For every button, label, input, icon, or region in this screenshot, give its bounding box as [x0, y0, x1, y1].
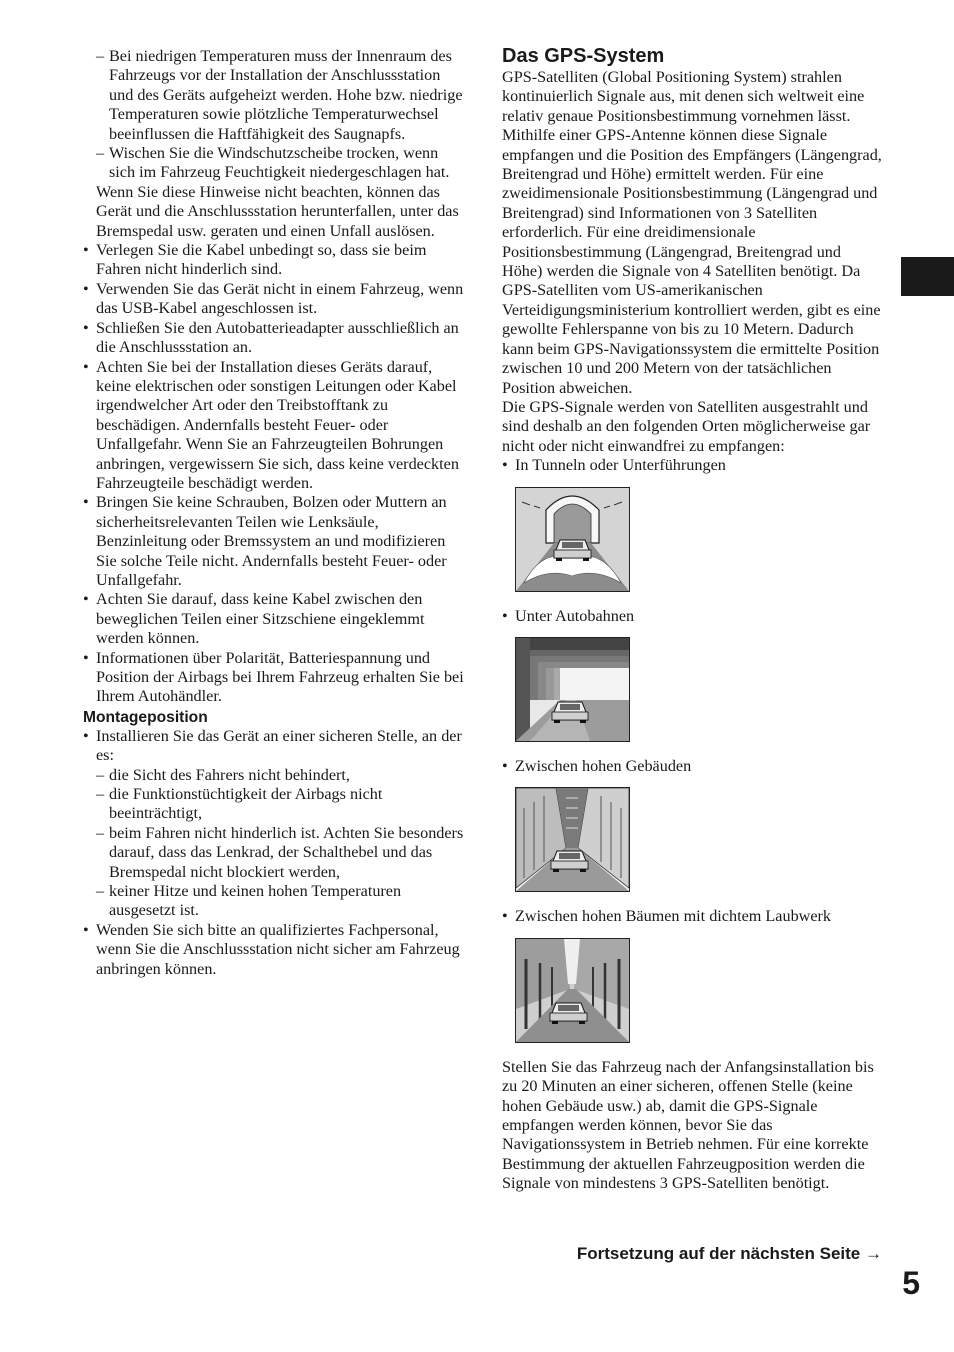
bullet-item: • Wenden Sie sich bitte an qualifiziertes Fachpersonal, wenn Sie die Anschlussstation nicht sicher am Fahrzeug anbringen können.	[83, 921, 465, 979]
dash-item: – beim Fahren nicht hinderlich ist. Achten Sie besonders darauf, dass das Lenkrad, der Schalthebel und das Bremspedal nicht blockiert werden,	[83, 824, 465, 882]
warning-note: Wenn Sie diese Hinweise nicht beachten, können das Gerät und die Anschlussstation herunterfallen, unter das Bremspedal usw. geraten und einen Unfall auslösen.	[96, 182, 459, 240]
location-item-trees: • Zwischen hohen Bäumen mit dichtem Laubwerk	[502, 907, 884, 926]
arrow-right-icon: →	[865, 1244, 882, 1263]
dash-item: – Bei niedrigen Temperaturen muss der Innenraum des Fahrzeugs vor der Installation der Anschlussstation und des Geräts aufgeheizt werden. Hohe bzw. niedrige Temperaturen sowie plötzliche Temperaturwechsel beeinflussen die Haftfähigkeit des Saugnapfs.	[83, 47, 465, 144]
dash-item: – Wischen Sie die Windschutzscheibe trocken, wenn sich im Fahrzeug Feuchtigkeit niedergeschlagen hat.	[83, 144, 465, 183]
installation-paragraph: Stellen Sie das Fahrzeug nach der Anfangsinstallation bis zu 20 Minuten an einer sicheren, offenen Stelle (keine hohen Gebäude usw.) ab, damit die GPS-Signale empfangen werden können, bevor Sie das Navigationssystem in Betrieb nehmen. Für eine korrekte Bestimmung der aktuellen Fahrzeugposition werden die Signale von mindestens 3 GPS-Satelliten benötigt.	[502, 1057, 874, 1193]
dash-item: – die Funktionstüchtigkeit der Airbags nicht beeinträchtigt,	[83, 785, 465, 824]
right-column	[502, 47, 884, 1194]
continue-note	[577, 1244, 882, 1263]
section-heading-gps: Das GPS-System	[502, 45, 665, 67]
buildings-illustration	[515, 787, 630, 892]
bullet-item: • Installieren Sie das Gerät an einer sicheren Stelle, an der es:	[83, 727, 465, 766]
gps-intro-paragraph: GPS-Satelliten (Global Positioning System) strahlen kontinuierlich Signale aus, mit denen sich weltweit eine relativ genaue Positionsbestimmung vornehmen lässt. Mithilfe einer GPS-Antenne können diese Signale empfangen und die Position des Empfängers (Längengrad, Breitengrad und Höhe) ermittelt werden. Für eine zweidimensionale Positionsbestimmung (Längengrad und Breitengrad) sind Informationen von 3 Satelliten erforderlich. Für eine dreidimensionale Positionsbestimmung (Längengrad, Breitengrad und Höhe) werden die Signale von 4 Satelliten benötigt. Da GPS-Satelliten vom US-amerikanischen Verteidigungsministerium kontrolliert werden, gibt es eine gewollte Fehlerspanne von bis zu 10 Metern. Dadurch kann beim GPS-Navigationssystem die ermittelte Position zwischen 10 und 200 Metern von der tatsächlichen Position abweichen.	[502, 68, 882, 397]
trees-illustration	[515, 938, 630, 1043]
bullet-item: • Schließen Sie den Autobatterieadapter ausschließlich an die Anschlussstation an.	[83, 319, 465, 358]
bullet-item: • Verwenden Sie das Gerät nicht in einem Fahrzeug, wenn das USB-Kabel angeschlossen ist.	[83, 280, 465, 319]
location-item-tunnel: • In Tunneln oder Unterführungen	[502, 456, 884, 475]
bullet-item: • Bringen Sie keine Schrauben, Bolzen oder Muttern an sicherheitsrelevanten Teilen wie Lenksäule, Benzinleitung oder Bremssystem an und modifizieren Sie solche Teile nicht. Andernfalls besteht Feuer- oder Unfallgefahr.	[83, 493, 465, 590]
dash-item: – keiner Hitze und keinen hohen Temperaturen ausgesetzt ist.	[83, 882, 465, 921]
location-item-highway: • Unter Autobahnen	[502, 607, 884, 626]
left-column	[83, 47, 465, 979]
bullet-item: • Verlegen Sie die Kabel unbedingt so, dass sie beim Fahren nicht hinderlich sind.	[83, 241, 465, 280]
side-tab-marker	[901, 257, 954, 296]
page-number: 5	[902, 1265, 920, 1301]
bullet-item: • Achten Sie darauf, dass keine Kabel zwischen den beweglichen Teilen einer Sitzschiene eingeklemmt werden können.	[83, 590, 465, 648]
bullet-item: • Achten Sie bei der Installation dieses Geräts darauf, keine elektrischen oder sonstigen Leitungen oder Kabel irgendwelcher Art oder den Treibstofftank zu beschädigen. Andernfalls besteht Feuer- oder Unfallgefahr. Wenn Sie an Fahrzeugteilen Bohrungen anbringen, vergewissern Sie sich, dass keine verdeckten Fahrzeugteile beschädigt werden.	[83, 358, 465, 494]
bullet-item: • Informationen über Polarität, Batteriespannung und Position der Airbags bei Ihrem Fahrzeug erhalten Sie bei Ihrem Autohändler.	[83, 649, 465, 707]
dash-item: – die Sicht des Fahrers nicht behindert,	[83, 766, 465, 785]
gps-signal-paragraph: Die GPS-Signale werden von Satelliten ausgestrahlt und sind deshalb an den folgenden Orten möglicherweise gar nicht oder nicht einwandfrei zu empfangen:	[502, 397, 871, 455]
continue-text: Fortsetzung auf der nächsten Seite	[576, 1244, 861, 1263]
section-heading-montageposition: Montageposition	[83, 708, 208, 726]
highway-underpass-illustration	[515, 637, 630, 742]
tunnel-illustration	[515, 487, 630, 592]
location-item-buildings: • Zwischen hohen Gebäuden	[502, 757, 884, 776]
